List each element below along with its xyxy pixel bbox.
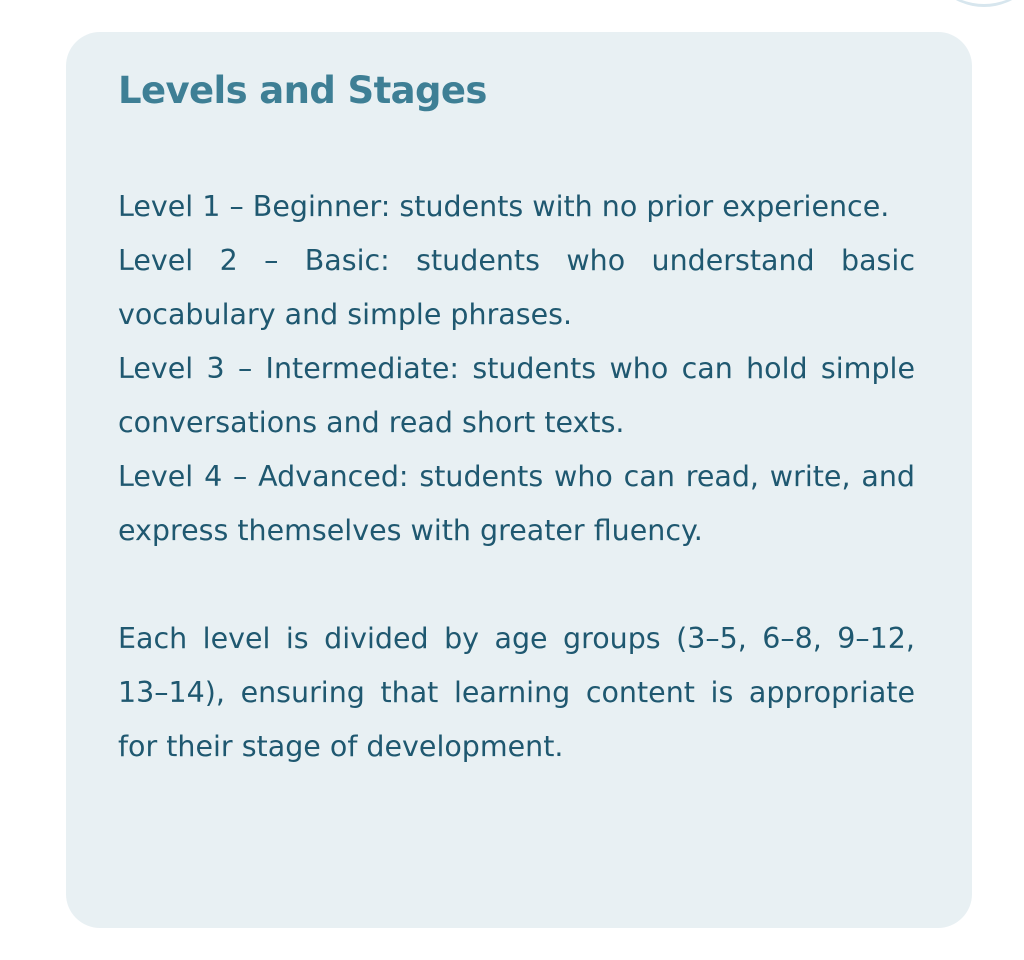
levels-card bbox=[66, 32, 972, 928]
level-3-description: Level 3 – Intermediate: students who can hold simple conversations and read short texts. bbox=[118, 352, 915, 439]
level-4-description: Level 4 – Advanced: students who can read, write, and express themselves with greater fluency. bbox=[118, 460, 915, 547]
level-2-description: Level 2 – Basic: students who understand basic vocabulary and simple phrases. bbox=[118, 244, 915, 331]
card-title: Levels and Stages bbox=[118, 69, 487, 112]
decorative-corner-arc bbox=[924, 0, 1024, 7]
age-groups-summary: Each level is divided by age groups (3–5, 6–8, 9–12, 13–14), ensuring that learning content is appropriate for their stage of development. bbox=[118, 622, 915, 763]
level-1-description: Level 1 – Beginner: students with no prior experience. bbox=[118, 190, 890, 223]
card-body bbox=[118, 180, 915, 774]
paragraph-spacer bbox=[118, 558, 915, 612]
